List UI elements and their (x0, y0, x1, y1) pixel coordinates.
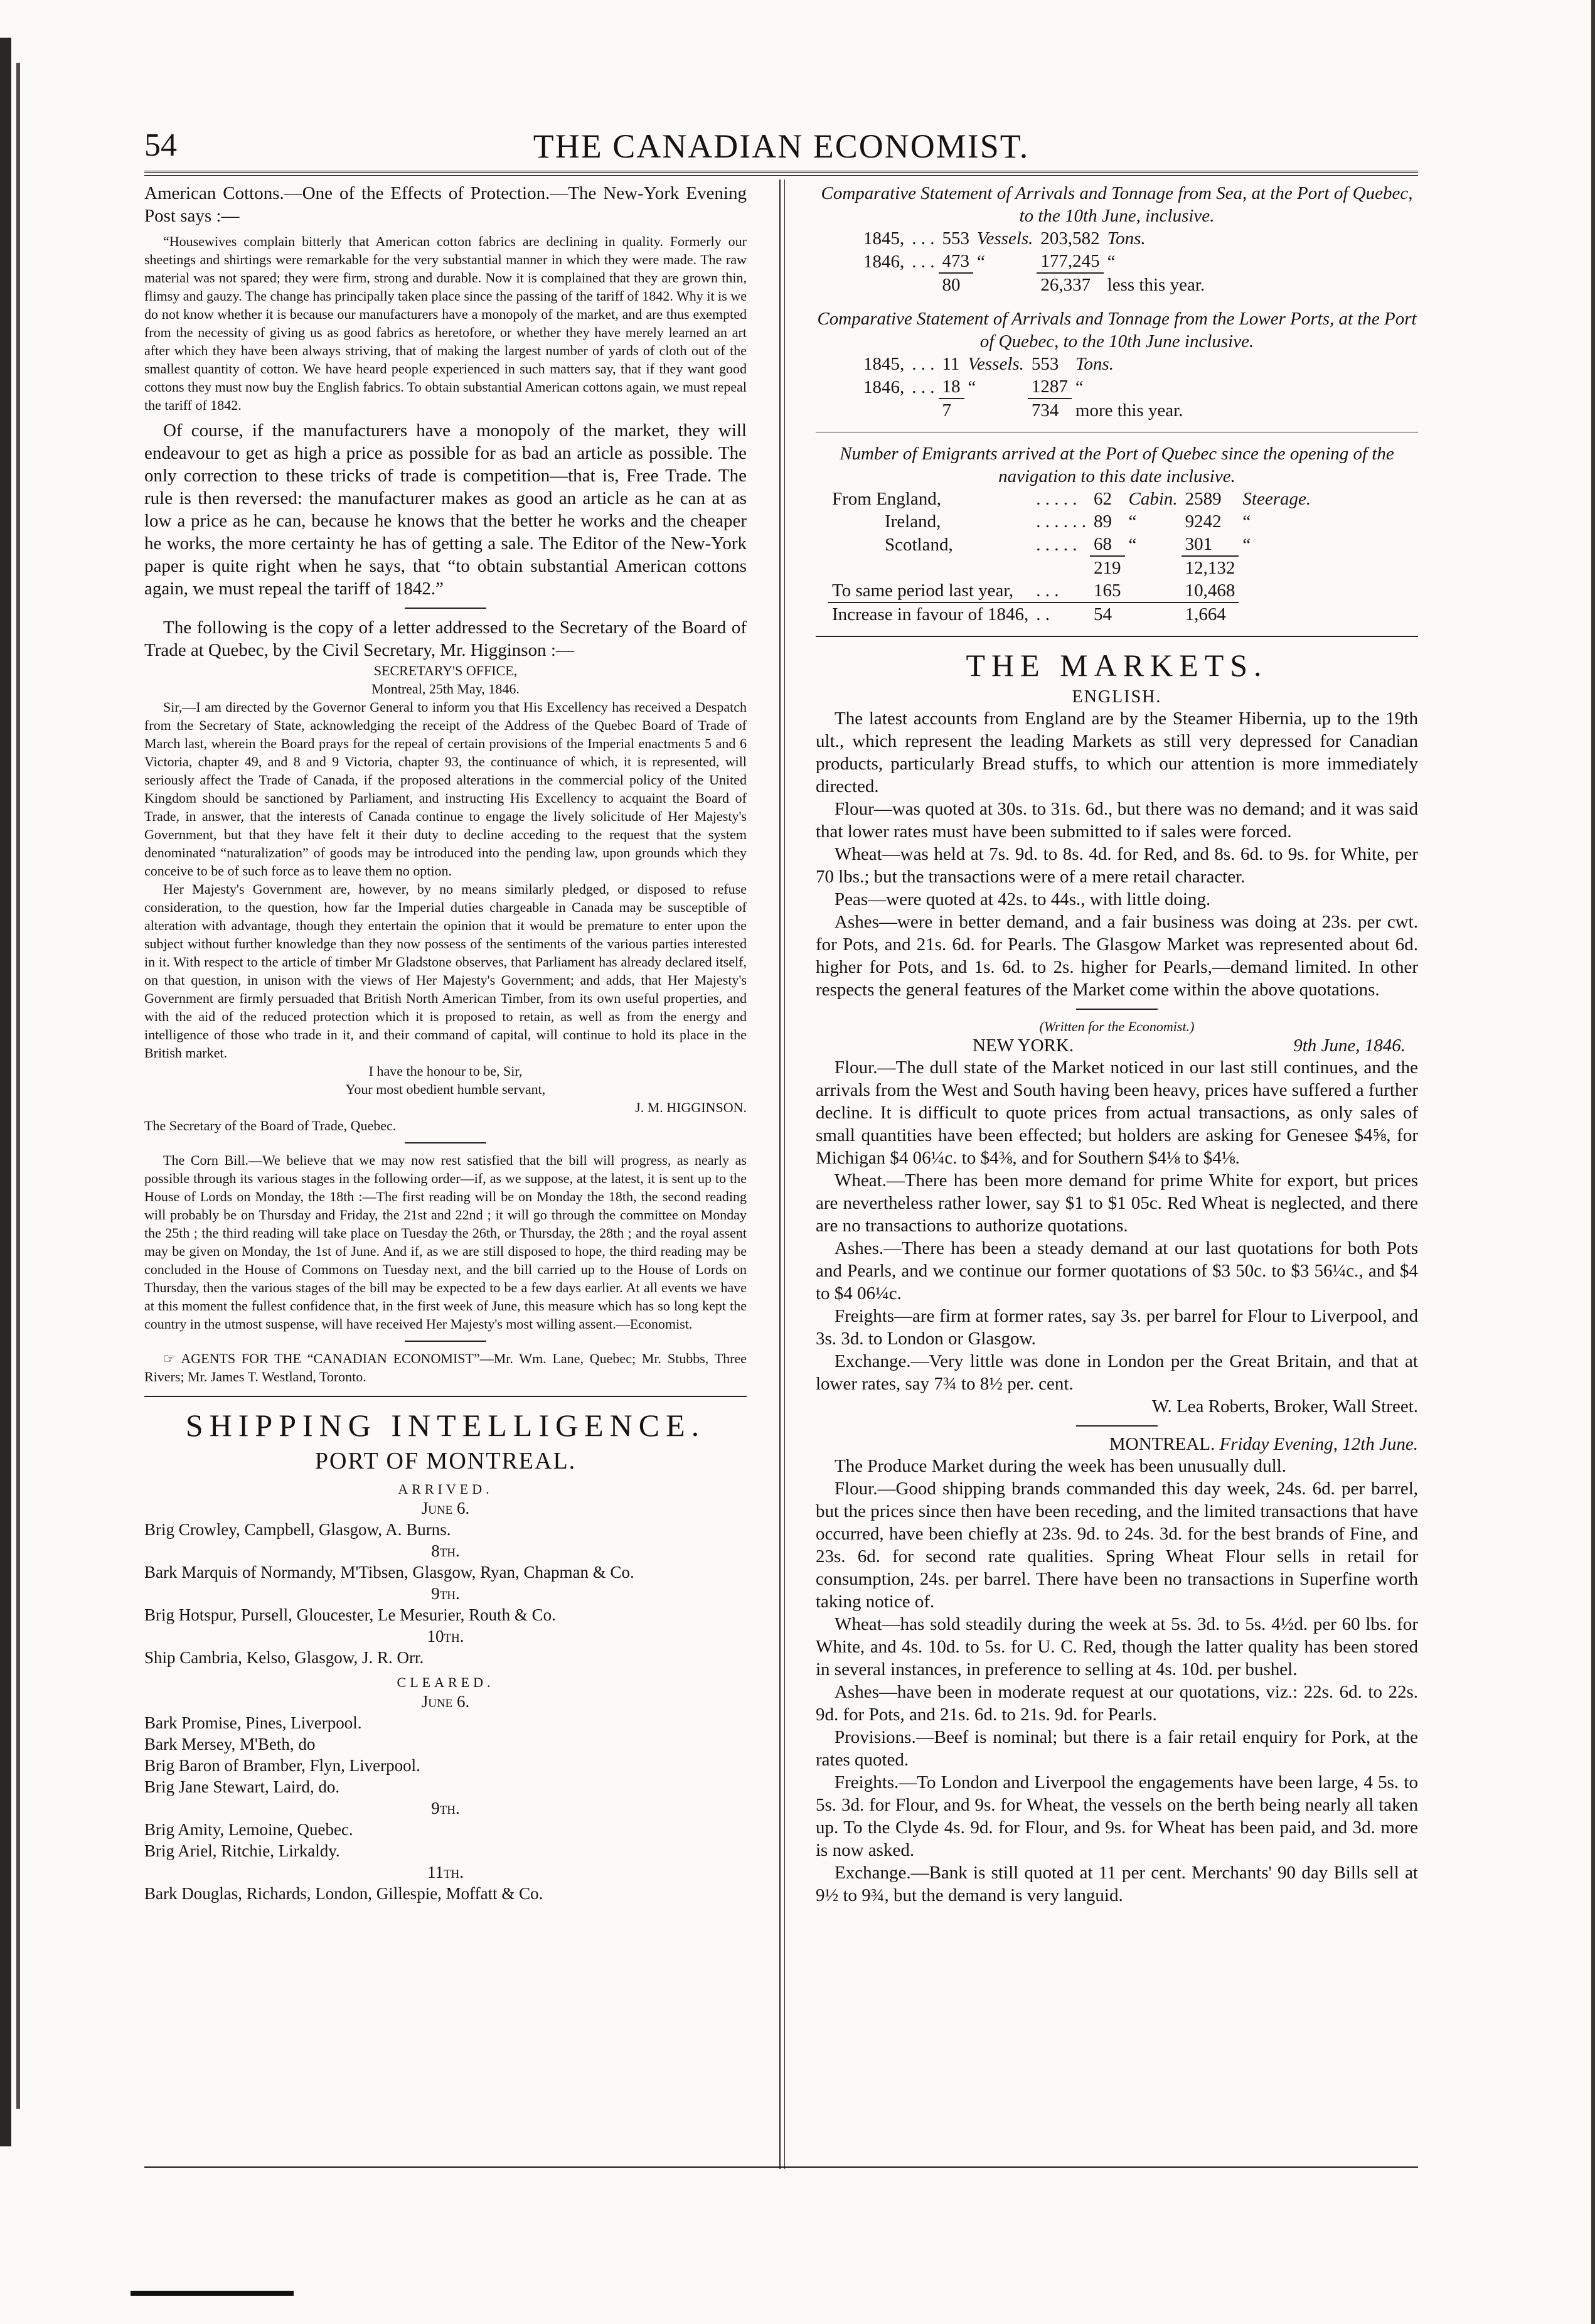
table-cell: . . . (912, 251, 935, 272)
emigrants-caption: Number of Emigrants arrived at the Port of Quebec since the opening of the navigation to this date inclusive. (840, 444, 1394, 486)
shipping-title: SHIPPING INTELLIGENCE. (185, 1408, 706, 1443)
market-paragraph: Flour—was quoted at 30s. to 31s. 6d., but there was no demand; and it was said that lower rates must have been submitted to if sales were forced. (816, 799, 1418, 842)
ny-heading: NEW YORK. (973, 1036, 1074, 1056)
table-cell: . . . . . (1036, 534, 1077, 555)
ny-heading-line (816, 1036, 1418, 1056)
table-cell: Tons. (1107, 228, 1146, 249)
table-cell: “ (977, 251, 985, 272)
newspaper-page (144, 119, 1418, 2171)
table-row (828, 510, 1315, 533)
table-cell: . . . (1036, 581, 1059, 601)
written-note: (Written for the Economist.) (1039, 1019, 1195, 1034)
market-paragraph: Provisions.—Beef is nominal; but there is a fair retail enquiry for Pork, at the rates quoted. (816, 1727, 1418, 1770)
date-line: June 6. (421, 1692, 470, 1711)
table-cell: 473 (942, 251, 969, 271)
cleared-heading: CLEARED. (397, 1674, 494, 1690)
scan-edge (0, 38, 11, 2146)
letter-signature: J. M. HIGGINSON. (635, 1100, 747, 1115)
emigrants-table (828, 488, 1315, 626)
table-cell: Steerage. (1242, 489, 1311, 509)
lower-caption: Comparative Statement of Arrivals and Tonnage from the Lower Ports, at the Port of Quebec, to the 10th June inclusive. (817, 309, 1417, 351)
letter-addressee: The Secretary of the Board of Trade, Quebec. (144, 1118, 397, 1133)
table-cell: Ireland, (885, 511, 941, 532)
date-line: 9th. (431, 1584, 460, 1603)
table-cell: 10,468 (1185, 581, 1235, 601)
table-cell: 18 (942, 377, 961, 397)
table-cell: To same period last year, (832, 581, 1014, 601)
page-number: 54 (144, 127, 177, 163)
table-row (860, 273, 1208, 296)
table-row (860, 353, 1187, 375)
table-cell: 1845, (863, 354, 905, 374)
ship-entry: Brig Crowley, Campbell, Glasgow, A. Burns. (144, 1520, 451, 1539)
letter-office: SECRETARY'S OFFICE, (373, 663, 518, 678)
table-row (828, 602, 1315, 626)
table-row (828, 579, 1315, 602)
markets-title: THE MARKETS. (966, 648, 1268, 683)
market-paragraph: Wheat—has sold steadily during the week at 5s. 3d. to 5s. 4½d. per 60 lbs. for White, and 4s. 10d. to 5s. for U. C. Red, though the latter quality has been stored in several instances, in preference to selling at 4s. 10d. per bushel. (816, 1614, 1418, 1679)
table-cell: 1,664 (1182, 602, 1239, 626)
market-paragraph: Ashes—were in better demand, and a fair business was doing at 23s. per cwt. for Pots, and 21s. 6d. for Pearls. The Glasgow Market was represented about 6d. higher for Pots, and 1s. 6d. to 2s. higher for Pearls,—demand limited. In other respects the general features of the Market come within the above quotations. (816, 912, 1418, 1000)
ship-entry: Bark Promise, Pines, Liverpool. (144, 1713, 362, 1732)
footer-rule (144, 2166, 1418, 2168)
ship-entry: Brig Jane Stewart, Laird, do. (144, 1777, 340, 1796)
table-cell: 203,582 (1040, 228, 1100, 249)
page-header (144, 119, 1418, 169)
table-cell: “ (968, 377, 976, 397)
table-cell: 1846, (863, 251, 905, 272)
table-row (828, 488, 1315, 510)
table-cell: 80 (939, 273, 974, 296)
table-row (828, 533, 1315, 556)
table-cell: Vessels. (968, 354, 1024, 374)
letter-paragraph: Her Majesty's Government are, however, by no means similarly pledged, or disposed to refuse consideration, to the question, how far the Imperial duties chargeable in Canada may be susceptible of alteration with advantage, though they entertain the opinion that it would be premature to enter upon the subject without further knowledge than they now possess of the sentiments of the various parties interested in it. With respect to the article of timber Mr Gladstone observes, that Parliament has already declared itself, on that question, in unison with the views of Her Majesty's Government; and adds, that Her Majesty's Government are firmly persuaded that British North American Timber, from its own useful properties, and with the aid of the reduced protection which it is proposed to retain, as well as from the energy and intelligence of those who trade in it, and their command of capital, will continue to hold its place in the British market. (144, 881, 747, 1061)
market-paragraph: The Produce Market during the week has been unusually dull. (835, 1456, 1286, 1476)
date-line: 9th. (431, 1799, 460, 1818)
table-cell: 68 (1094, 534, 1112, 554)
market-paragraph: Wheat—was held at 7s. 9d. to 8s. 4d. for Red, and 8s. 6d. to 9s. for White, per 70 lbs.; but the transactions were of a mere retail character. (816, 844, 1418, 887)
scan-mark (131, 2291, 294, 2296)
table-cell: “ (1242, 534, 1251, 555)
english-heading: ENGLISH. (1072, 687, 1162, 707)
montreal-heading: MONTREAL. (1109, 1434, 1215, 1454)
market-paragraph: Peas—were quoted at 42s. to 44s., with little doing. (835, 889, 1211, 909)
ship-entry: Bark Marquis of Normandy, M'Tibsen, Glasgow, Ryan, Chapman & Co. (144, 1563, 634, 1582)
market-paragraph: Exchange.—Very little was done in London per the Great Britain, and that at lower rates, say 7¾ to 8½ per. cent. (816, 1351, 1418, 1394)
market-paragraph: Wheat.—There has been more demand for prime White for export, but prices are nevertheless rather lower, say $1 to $1 05c. Red Wheat is neglected, and there are no transactions to authorize quotations. (816, 1170, 1418, 1236)
ship-entry: Bark Mersey, M'Beth, do (144, 1735, 316, 1754)
letter-closing: I have the honour to be, Sir, (368, 1063, 523, 1079)
table-cell: “ (1128, 534, 1137, 555)
table-cell: 219 (1090, 556, 1125, 579)
table-cell: 1845, (863, 228, 905, 249)
ship-entry: Ship Cambria, Kelso, Glasgow, J. R. Orr. (144, 1648, 424, 1667)
market-paragraph: Flour.—The dull state of the Market noticed in our last still continues, and the arrivals from the West and South having been heavy, prices have suffered a further decline. It is difficult to quote prices from actual transactions, as only sales of small quantities have been effected; but holders are asking for Genesee $4⅝, for Michigan $4 06¼c. to $4⅜, and for Southern $4⅛ to $4⅛. (816, 1058, 1418, 1168)
ship-entry: Brig Baron of Bramber, Flyn, Liverpool. (144, 1756, 420, 1775)
table-row (860, 227, 1208, 250)
table-cell: 553 (942, 228, 969, 249)
table-cell: 9242 (1185, 511, 1222, 532)
cottons-body: Of course, if the manufacturers have a monopoly of the market, they will endeavour to get as high a price as possible for as bad an article as possible. The only correction to these tricks of trade is competition—that is, Free Trade. The rule is then reversed: the manufacturer makes as good an article as he can at as low a price as he can, because he knows that the better he works and the cheaper he works, the more certainty he has of getting a sale. The Editor of the New-York paper is quite right when he says, that “to obtain substantial American cottons again, we must repeal the tariff of 1842.” (144, 420, 747, 599)
ny-signature: W. Lea Roberts, Broker, Wall Street. (1151, 1396, 1418, 1416)
ship-entry: Brig Amity, Lemoine, Quebec. (144, 1820, 353, 1839)
table-cell: . . (1032, 602, 1090, 626)
table-cell: “ (1242, 511, 1251, 532)
table-cell: Cabin. (1128, 489, 1178, 509)
table-cell: Scotland, (885, 534, 953, 555)
date-line: 11th. (427, 1863, 464, 1882)
right-column (816, 182, 1418, 1907)
table-cell: 734 (1028, 399, 1072, 422)
letter-closing: Your most obedient humble servant, (345, 1081, 546, 1097)
montreal-date: Friday Evening, 12th June. (1219, 1434, 1418, 1454)
table-row (860, 250, 1208, 273)
table-cell: 301 (1185, 534, 1213, 554)
table-row (828, 556, 1315, 579)
table-cell: . . . . . . (1036, 511, 1086, 532)
ny-date: 9th June, 1846. (1293, 1036, 1406, 1056)
cottons-heading: American Cottons.—One of the Effects of Protection.—The New-York Evening Post says :— (144, 183, 747, 226)
ship-entry: Brig Ariel, Ritchie, Lirkaldy. (144, 1841, 340, 1860)
table-cell: more this year. (1075, 400, 1183, 420)
table-cell: 177,245 (1040, 251, 1100, 271)
table-cell: 62 (1094, 489, 1112, 509)
market-paragraph: Flour.—Good shipping brands commanded this day week, 24s. 6d. per barrel, but the prices since then have been receding, and the limited transactions that have occurred, have been chiefly at 23s. 9d. to 24s. 3d. for the best brands of Fine, and 23s. 6d. for second rate qualities. Spring Wheat Flour sells in retail for consumption, 24s. per barrel. There have been no transactions in Superfine worth taking notice of. (816, 1479, 1418, 1612)
table-cell: 1846, (863, 377, 905, 397)
cottons-quote: “Housewives complain bitterly that American cotton fabrics are declining in quality. Formerly our sheetings and shirtings were remarkable for the very substantial manner in which they were made. The raw material was not spared; they were firm, strong and durable. Now it is complained that they are grown thin, flimsy and gauzy. The change has principally taken place since the passing of the tariff of 1842. Why it is we do not know whether it is because our manufacturers have a monopoly of the market, and are thus exempted from the necessity of giving us as good fabrics as heretofore, or whether they have merely learned an art after which they have been always striving, that of making the largest number of yards of cloth out of the smallest quantity of cotton. We have heard people experienced in such matters say, that if they want good cottons they must now buy the English fabrics. To obtain substantial American cottons again, we must repeal the tariff of 1842. (144, 233, 747, 413)
table-row (860, 375, 1187, 399)
table-cell: less this year. (1107, 274, 1205, 295)
table-cell: 11 (942, 354, 960, 374)
table-row (860, 399, 1187, 422)
header-rule (144, 171, 1418, 176)
lower-table (860, 353, 1187, 422)
table-cell: . . . (912, 228, 935, 249)
table-cell: . . . (912, 354, 935, 374)
letter-date: Montreal, 25th May, 1846. (371, 681, 520, 697)
market-paragraph: Ashes.—There has been a steady demand at our last quotations for both Pots and Pearls, and we continue our former quotations of $3 50c. to $3 56¼c., and $4 to $4 06¼c. (816, 1238, 1418, 1304)
table-cell: 165 (1094, 581, 1121, 601)
table-cell: “ (1107, 251, 1116, 272)
agents-notice: ☞ AGENTS FOR THE “CANADIAN ECONOMIST”—Mr. Wm. Lane, Quebec; Mr. Stubbs, Three Rivers; Mr. James T. Westland, Toronto. (144, 1351, 747, 1384)
table-cell: 7 (939, 399, 964, 422)
ship-entry: Brig Hotspur, Pursell, Gloucester, Le Mesurier, Routh & Co. (144, 1605, 556, 1624)
corn-bill-article: The Corn Bill.—We believe that we may now rest satisfied that the bill will progress, as nearly as possible through its various stages in the following order—if, as we suppose, at the latest, it is sent up to the House of Lords on Monday, the 18th :—The first reading will be on Monday the 18th, the second reading will probably be on Thursday and Friday, the 21st and 22nd ; it will go through the committee on Monday the 25th ; the third reading will take place on Tuesday the 26th, or Thursday, the 28th ; and the royal assent may be given on Monday, the 1st of June. And if, as we are still disposed to hope, the third reading may be concluded in the House of Commons on Tuesday next, and the bill carried up to the House of Lords on Thursday, then the various stages of the bill may be expected to be a few days earlier. At all events we have at this moment the fullest confidence that, in the first week of June, this measure which has so long kept the country in the utmost suspense, will have received Her Majesty's most willing assent.—Economist. (144, 1152, 747, 1332)
arrived-heading: ARRIVED. (398, 1481, 493, 1497)
montreal-heading-line (816, 1434, 1418, 1455)
date-line: 8th. (431, 1541, 460, 1560)
sea-caption: Comparative Statement of Arrivals and Tonnage from Sea, at the Port of Quebec, to the 10th June, inclusive. (821, 183, 1413, 226)
table-cell: 553 (1031, 354, 1059, 374)
table-cell: From England, (832, 489, 941, 509)
table-cell: 26,337 (1037, 273, 1103, 296)
table-cell: . . . (912, 377, 935, 397)
table-cell: “ (1075, 377, 1084, 397)
table-cell: 1287 (1031, 377, 1068, 397)
market-paragraph: Freights.—To London and Liverpool the engagements have been large, 4 5s. to 5s. 3d. for Flour, and 9s. for Wheat, the vessels on the berth being nearly all taken up. To the Clyde 4s. 9d. for Flour, and 9s. for Wheat has been paid, and 3d. more is now asked. (816, 1772, 1418, 1860)
letter-paragraph: Sir,—I am directed by the Governor General to inform you that His Excellency has received a Despatch from the Secretary of State, acknowledging the receipt of the Address of the Quebec Board of Trade of March last, wherein the Board prays for the repeal of certain provisions of the Imperial enactments 5 and 6 Victoria, chapter 49, and 8 and 9 Victoria, chapter 93, the continuance of which, it is represented, will seriously affect the Trade of Canada, if the proposed alterations in the commercial policy of the United Kingdom should be sanctioned by Parliament, and instructing His Excellency to acquaint the Board of Trade, in answer, that the interests of Canada continue to engage the lively solicitude of Her Majesty's Government, but that they have felt it their duty to decline acceding to the request that the system denominated “naturalization” of goods may be introduced into the pending law, upon grounds which they conceive to be of such force as to leave them no option. (144, 699, 747, 879)
table-cell: . . . . . (1036, 489, 1077, 509)
market-paragraph: Exchange.—Bank is still quoted at 11 per cent. Merchants' 90 day Bills sell at 9½ to 9¾, but the demand is very languid. (816, 1863, 1418, 1905)
table-cell: 12,132 (1182, 556, 1239, 579)
sea-table (860, 227, 1208, 296)
market-paragraph: Ashes—have been in moderate request at our quotations, viz.: 22s. 6d. to 22s. 9d. for Pots, and 21s. 6d. to 21s. 9d. for Pearls. (816, 1682, 1418, 1725)
market-paragraph: Freights—are firm at former rates, say 3s. per barrel for Flour to Liverpool, and 3s. 3d. to London or Glasgow. (816, 1306, 1418, 1349)
scan-edge (1591, 0, 1595, 2324)
page-title: THE CANADIAN ECONOMIST. (533, 127, 1030, 165)
letter-intro: The following is the copy of a letter addressed to the Secretary of the Board of Trade at Quebec, by the Civil Secretary, Mr. Higginson :— (144, 618, 747, 660)
date-line: 10th. (427, 1627, 464, 1646)
column-rule (779, 179, 781, 2169)
table-cell: “ (1128, 511, 1137, 532)
scan-edge (16, 63, 20, 2109)
market-paragraph: The latest accounts from England are by the Steamer Hibernia, up to the 19th ult., which represent the leading Markets as still very depressed for Canadian products, particularly Bread stuffs, to which our attention is more immediately directed. (816, 709, 1418, 796)
table-cell: 2589 (1185, 489, 1222, 509)
table-cell: Vessels. (977, 228, 1033, 249)
date-line: June 6. (421, 1499, 470, 1518)
table-cell: Tons. (1075, 354, 1114, 374)
table-cell: 54 (1090, 602, 1125, 626)
column-rule (784, 179, 785, 2169)
left-column (144, 182, 747, 1904)
port-heading: PORT OF MONTREAL. (314, 1448, 577, 1474)
table-cell: 89 (1094, 511, 1112, 532)
ship-entry: Bark Douglas, Richards, London, Gillespie, Moffatt & Co. (144, 1884, 543, 1903)
table-cell: Increase in favour of 1846, (828, 602, 1032, 626)
